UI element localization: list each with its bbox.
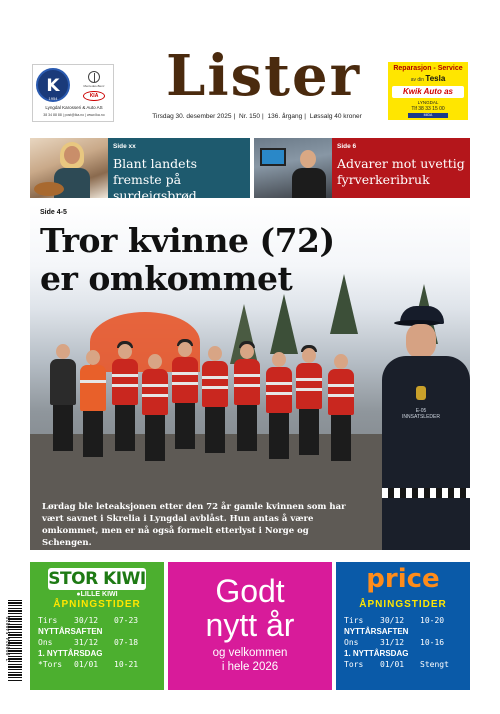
ad-company-contact: 38 34 88 88 | post@lka.no | www.lka.no: [43, 113, 105, 117]
hours-day: Ons: [344, 638, 359, 647]
photo-person-part: [334, 354, 348, 369]
photo-person-part: [234, 374, 260, 377]
photo-person-part: [80, 380, 106, 383]
hours-date: 30/12: [380, 616, 405, 625]
photo-person-part: [172, 382, 198, 385]
newyear-sub-line2: i hele 2026: [221, 661, 279, 673]
badge-letter: K: [46, 76, 60, 96]
teaser-photo-office: [254, 138, 332, 198]
photo-baker-head: [64, 146, 80, 164]
photo-person-part: [302, 348, 316, 363]
photo-person-part: [83, 411, 103, 457]
issue-number: Nr. 150: [239, 113, 260, 120]
price-hours-heading: ÅPNINGSTIDER: [359, 599, 447, 610]
ad-lyngdal-karosseri[interactable]: [32, 64, 114, 122]
ad-kwik-auto[interactable]: [388, 62, 468, 120]
issue-price: Løssalg 40 kroner: [309, 113, 362, 120]
ad-mida-strip: MIDA: [408, 113, 448, 118]
ad-service-line: Reparasjon - Service: [393, 65, 463, 72]
hours-title: 1. NYTTÅRSDAG: [38, 649, 103, 658]
newyear-title-line2: nytt år: [205, 607, 295, 643]
photo-person-part: [299, 409, 319, 455]
photo-bread: [34, 182, 64, 196]
ad-tesla-prefix: av din: [410, 77, 425, 83]
ad-tesla-line: [388, 74, 468, 83]
teaser-kicker: Side 6: [337, 143, 357, 150]
barcode: [2, 600, 22, 682]
hours-time: 10-16: [420, 638, 445, 647]
hours-row: [38, 615, 162, 626]
photo-person-part: [80, 365, 106, 411]
hours-date: 01/01: [74, 660, 99, 669]
photo-person-part: [234, 359, 260, 405]
hours-time: 10-20: [420, 616, 445, 625]
karosseri-badge-icon: [36, 68, 70, 102]
hours-day: Tirs: [38, 616, 58, 625]
photo-person-part: [269, 413, 289, 459]
photo-person-part: [266, 367, 292, 413]
issue-volume: 136. årgang: [267, 113, 303, 120]
hours-row: [344, 615, 468, 626]
hours-day: Tors: [344, 660, 364, 669]
photo-person-part: [142, 384, 168, 387]
ad-tesla-brand: Tesla: [425, 74, 446, 83]
kwik-auto-logo: Kwik Auto as: [392, 86, 464, 98]
hours-day: Tirs: [344, 616, 364, 625]
main-headline: Tror kvinne (72) er omkommet: [40, 221, 335, 298]
photo-person-part: [202, 376, 228, 379]
photo-person-part: [266, 392, 292, 395]
teaser-photo-baker: [30, 138, 108, 198]
hours-date: 31/12: [74, 638, 99, 647]
teaser-title: Blant landets fremste på surdeigsbrød: [113, 156, 198, 203]
newyear-subtitle: [168, 646, 332, 674]
photo-person-part: [50, 359, 76, 405]
photo-person-part: [56, 344, 70, 359]
photo-person-part: [296, 363, 322, 409]
photo-person-part: [328, 384, 354, 387]
kiwi-sub-logo: ●LILLE KIWI: [76, 591, 118, 598]
photo-person-part: [145, 415, 165, 461]
main-story[interactable]: [30, 204, 470, 550]
ad-town: LYNGDAL: [417, 100, 439, 105]
photo-tree: [270, 294, 298, 354]
photo-man-head: [300, 150, 316, 168]
newyear-title-line1: Godt: [215, 573, 285, 609]
police-badge-icon: [416, 386, 426, 400]
photo-person-part: [175, 403, 195, 449]
hours-row: [344, 659, 468, 670]
brand-mercedes-label: Mercedes-Benz: [83, 84, 105, 88]
photo-person-part: [296, 378, 322, 381]
photo-person-part: [178, 342, 192, 357]
hours-row: [38, 659, 162, 670]
teaser-title: Advarer mot uvettig fyrverkeribruk: [337, 156, 465, 187]
officer-head: [406, 324, 436, 358]
price-hours: [344, 615, 468, 670]
photo-man-body: [292, 168, 326, 198]
photo-person-part: [148, 354, 162, 369]
photo-person-part: [296, 388, 322, 391]
photo-person-part: [205, 407, 225, 453]
photo-person-part: [208, 346, 222, 361]
photo-person-part: [112, 359, 138, 405]
logo-text: Lister: [166, 43, 362, 109]
hours-time: 10-21: [114, 660, 139, 669]
ad-company-name: Lyngdal Karosseri & Auto AS: [45, 105, 103, 110]
hours-day: Ons: [38, 638, 53, 647]
teaser-fyrverkeri[interactable]: [254, 138, 470, 198]
kia-logo-icon: KIA: [83, 91, 105, 101]
photo-person-part: [272, 352, 286, 367]
newyear-title: [168, 574, 332, 642]
photo-person-part: [115, 405, 135, 451]
photo-person-part: [172, 357, 198, 403]
hours-date: 30/12: [74, 616, 99, 625]
hours-row: [344, 637, 468, 648]
photo-person-part: [53, 405, 73, 451]
mercedes-star-icon: [88, 71, 100, 83]
officer-body: [382, 356, 470, 550]
photo-person-part: [202, 386, 228, 389]
newyear-sub-line1: og velkommen: [212, 647, 288, 659]
photo-person-part: [86, 350, 100, 365]
photo-person-part: [118, 344, 132, 359]
teaser-surdeig[interactable]: [30, 138, 250, 203]
newspaper-logo[interactable]: [166, 43, 362, 109]
photo-person-part: [328, 369, 354, 415]
photo-person-part: [237, 405, 257, 451]
ad-kiwi[interactable]: [30, 562, 164, 690]
kiwi-logo: STOR KIWI: [48, 569, 146, 589]
main-kicker: Side 4-5: [40, 209, 67, 216]
officer-patch: E-05 INNSATSLEDER: [402, 408, 440, 420]
hours-date: 01/01: [380, 660, 405, 669]
hours-title: NYTTÅRSAFTEN: [344, 627, 409, 636]
photo-person-part: [234, 384, 260, 387]
photo-police-officer: [364, 306, 470, 550]
barcode-number: 7 090014 540019: [6, 616, 12, 662]
issue-line: Tirsdag 30. desember 2025 | Nr. 150 | 136. årgang | Løssalg 40 kroner: [152, 113, 362, 120]
hours-row: [38, 637, 162, 648]
hours-date: 31/12: [380, 638, 405, 647]
hours-time: Stengt: [420, 660, 449, 669]
photo-person-part: [202, 361, 228, 407]
hours-time: 07-23: [114, 616, 139, 625]
photo-person-part: [142, 369, 168, 415]
photo-person-part: [142, 394, 168, 397]
kiwi-hours-heading: ÅPNINGSTIDER: [53, 599, 141, 610]
teaser-kicker: Side xx: [113, 143, 136, 150]
badge-year: 1954: [48, 96, 58, 101]
price-logo: price: [366, 564, 440, 594]
photo-person-part: [112, 384, 138, 387]
hours-time: 07-18: [114, 638, 139, 647]
photo-caption: Lørdag ble leteaksjonen etter den 72 år gamle kvinnen som har vært savnet i Skrelia i Lyngdal avblåst. Hun antas å være omkommet, men er nå også formelt etterlyst i Norge og Schengen.: [42, 502, 346, 548]
kiwi-hours: [38, 615, 162, 670]
photo-person-part: [112, 374, 138, 377]
photo-person-part: [331, 415, 351, 461]
brand-logos: [75, 71, 113, 101]
ad-price[interactable]: [336, 562, 470, 690]
photo-person-part: [240, 344, 254, 359]
ad-godt-nytt-ar[interactable]: [168, 562, 332, 690]
ad-phone: Tlf 38 33 15 00: [411, 106, 445, 112]
hours-day: *Tors: [38, 660, 63, 669]
officer-checker-band: [382, 488, 470, 498]
photo-person-part: [172, 372, 198, 375]
masthead: [0, 0, 500, 132]
photo-monitor: [260, 148, 286, 166]
hours-title: NYTTÅRSAFTEN: [38, 627, 103, 636]
photo-person-part: [328, 394, 354, 397]
hours-title: 1. NYTTÅRSDAG: [344, 649, 409, 658]
photo-person-part: [266, 382, 292, 385]
issue-date: Tirsdag 30. desember 2025: [152, 113, 232, 120]
